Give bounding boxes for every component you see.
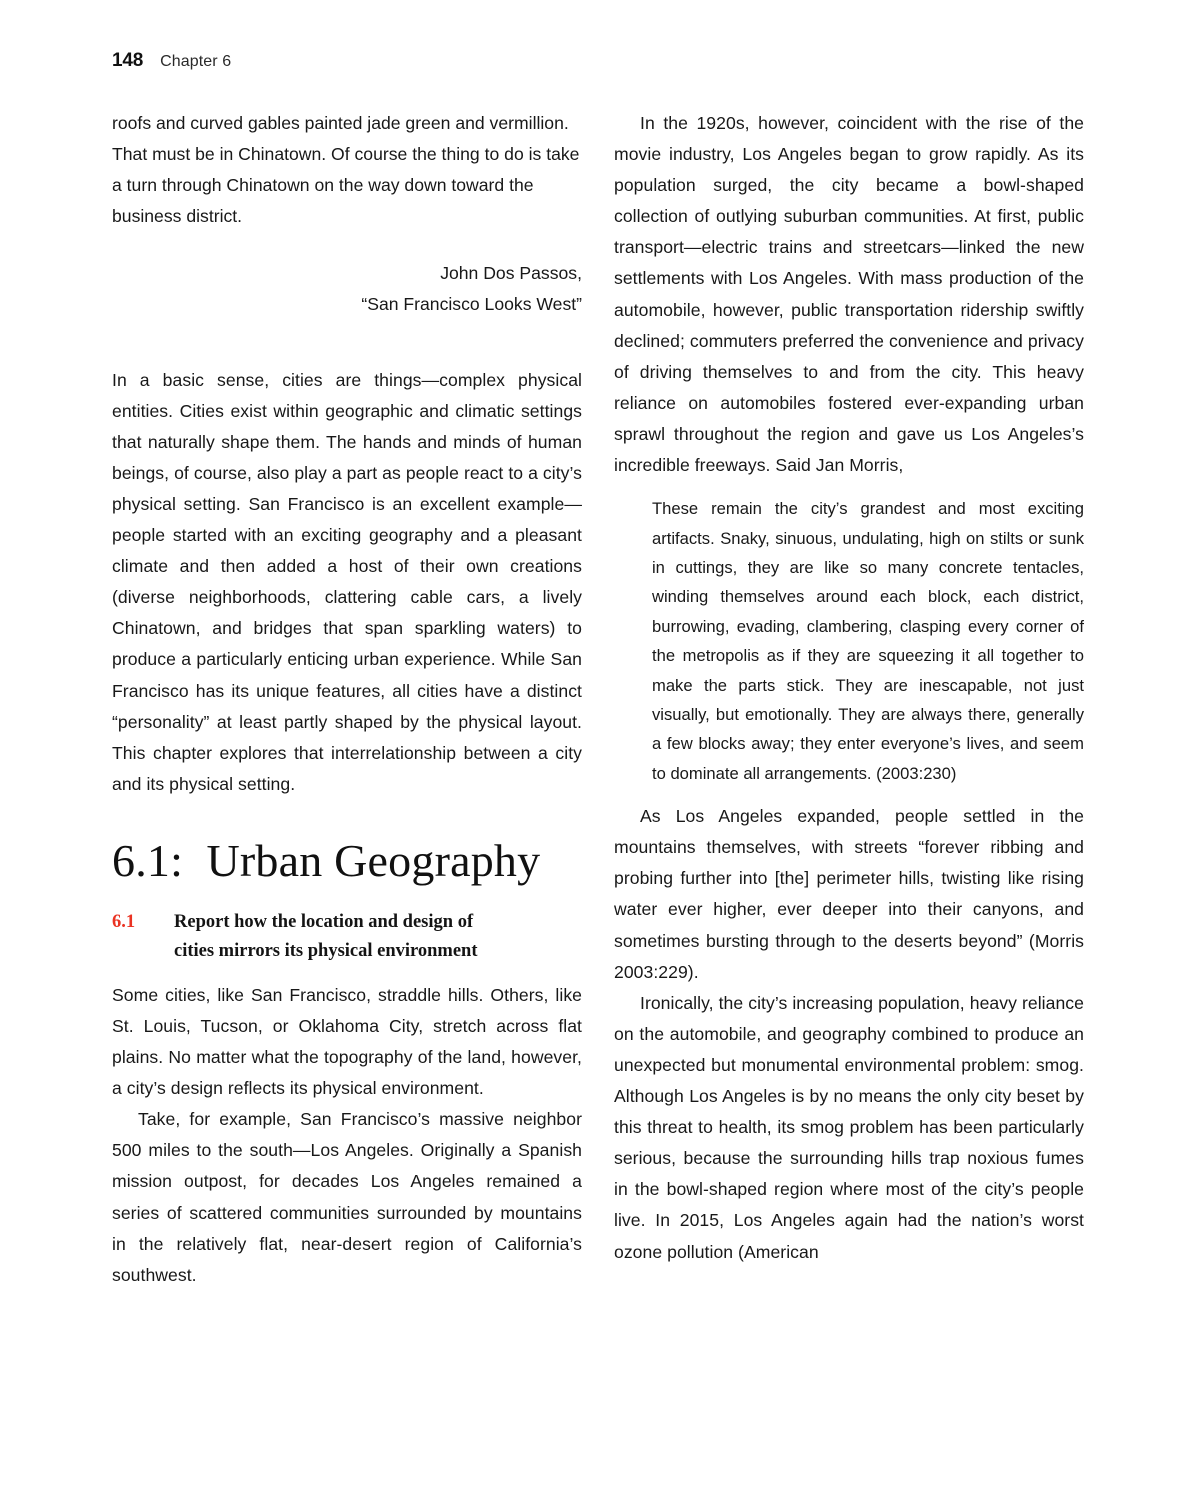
paragraph-ironically: Ironically, the city’s increasing population, heavy reliance on the automobile, and geography combined to produce an unexpected but monumental environmental problem: smog. Although Los Angeles is by no means the only city beset by this threat to health, its smog problem has been particularly serious, because the surrounding hills trap noxious fumes in the bowl-shaped region where most of the city’s people live. In 2015, Los Angeles again had the nation’s worst ozone pollution (American: [614, 992, 1084, 1262]
epigraph-work-title: “San Francisco Looks West”: [361, 294, 582, 315]
column-right: [614, 108, 1084, 1408]
chapter-label: Chapter 6: [160, 53, 232, 70]
column-left: [112, 108, 582, 1408]
paragraph-as-los-angeles-expanded: As Los Angeles expanded, people settled in the mountains themselves, with streets “forever ribbing and probing further into [the] perimeter hills, twisting like rising water ever higher, ever deeper into their canyons, and sometimes bursting through to the deserts beyond” (Morris 2003:229).: [614, 806, 1084, 982]
learning-objective-line-1: Report how the location and design of: [174, 911, 474, 932]
learning-objective-number: 6.1: [112, 911, 136, 932]
learning-objective: [112, 908, 582, 966]
section-heading-6-1: 6.1: Urban Geography: [112, 834, 541, 886]
spacer: [112, 321, 582, 365]
epigraph-quote: roofs and curved gables painted jade green and vermillion. That must be in Chinatown. Of course the thing to do is take a turn through Chinatown on the way down toward the business district.: [112, 113, 580, 227]
paragraph-in-the-1920s: In the 1920s, however, coincident with the rise of the movie industry, Los Angeles began to grow rapidly. As its population surged, the city became a bowl-shaped collection of outlying suburban communities. At first, public transport—electric trains and streetcars—linked the new settlements with Los Angeles. With mass production of the automobile, however, public transportation ridership swiftly declined; commuters preferred the convenience and privacy of driving themselves to and from the city. This heavy reliance on automobiles fostered ever-expanding urban sprawl throughout the region and gave us Los Angeles’s incredible freeways. Said Jan Morris,: [614, 113, 1084, 476]
learning-objective-text: [174, 908, 582, 966]
epigraph-attribution: [112, 258, 582, 320]
learning-objective-line-2: cities mirrors its physical environment: [174, 940, 478, 961]
page-number: 148: [112, 50, 144, 71]
running-head: [112, 50, 231, 72]
paragraph-cities-are-things: In a basic sense, cities are things—complex physical entities. Cities exist within geographic and climatic settings that naturally shape them. The hands and minds of human beings, of course, also play a part as people react to a city’s physical setting. San Francisco is an excellent example—people started with an exciting geography and a pleasant climate and then added a host of their own creations (diverse neighborhoods, clattering cable cars, a lively Chinatown, and bridges that span sparkling waters) to produce a particularly enticing urban experience. While San Francisco has its unique features, all cities have a distinct “personality” at least partly shaped by the physical layout. This chapter explores that interrelationship between a city and its physical setting.: [112, 369, 582, 794]
blockquote-jan-morris: These remain the city’s grandest and most exciting artifacts. Snaky, sinuous, undulating, high on stilts or sunk in cuttings, they are like so many concrete tentacles, winding themselves around each block, each district, burrowing, evading, clambering, clasping every corner of the metropolis as if they are squeezing it all together to make the parts stick. They are inescapable, not just visually, but emotionally. They are always there, generally a few blocks away; they enter everyone’s lives, and seem to dominate all arrangements. (2003:230): [652, 499, 1084, 783]
paragraph-take-for-example: Take, for example, San Francisco’s massive neighbor 500 miles to the south—Los Angeles. Originally a Spanish mission outpost, for decades Los Angeles remained a series of scattered communities surrounded by mountains in the relatively flat, near-desert region of California’s southwest.: [112, 1109, 582, 1285]
body-columns: [112, 108, 1084, 1408]
paragraph-some-cities: Some cities, like San Francisco, straddle hills. Others, like St. Louis, Tucson, or Oklahoma City, stretch across flat plains. No matter what the topography of the land, however, a city’s design reflects its physical environment.: [112, 984, 582, 1099]
epigraph-author: John Dos Passos,: [440, 263, 582, 284]
